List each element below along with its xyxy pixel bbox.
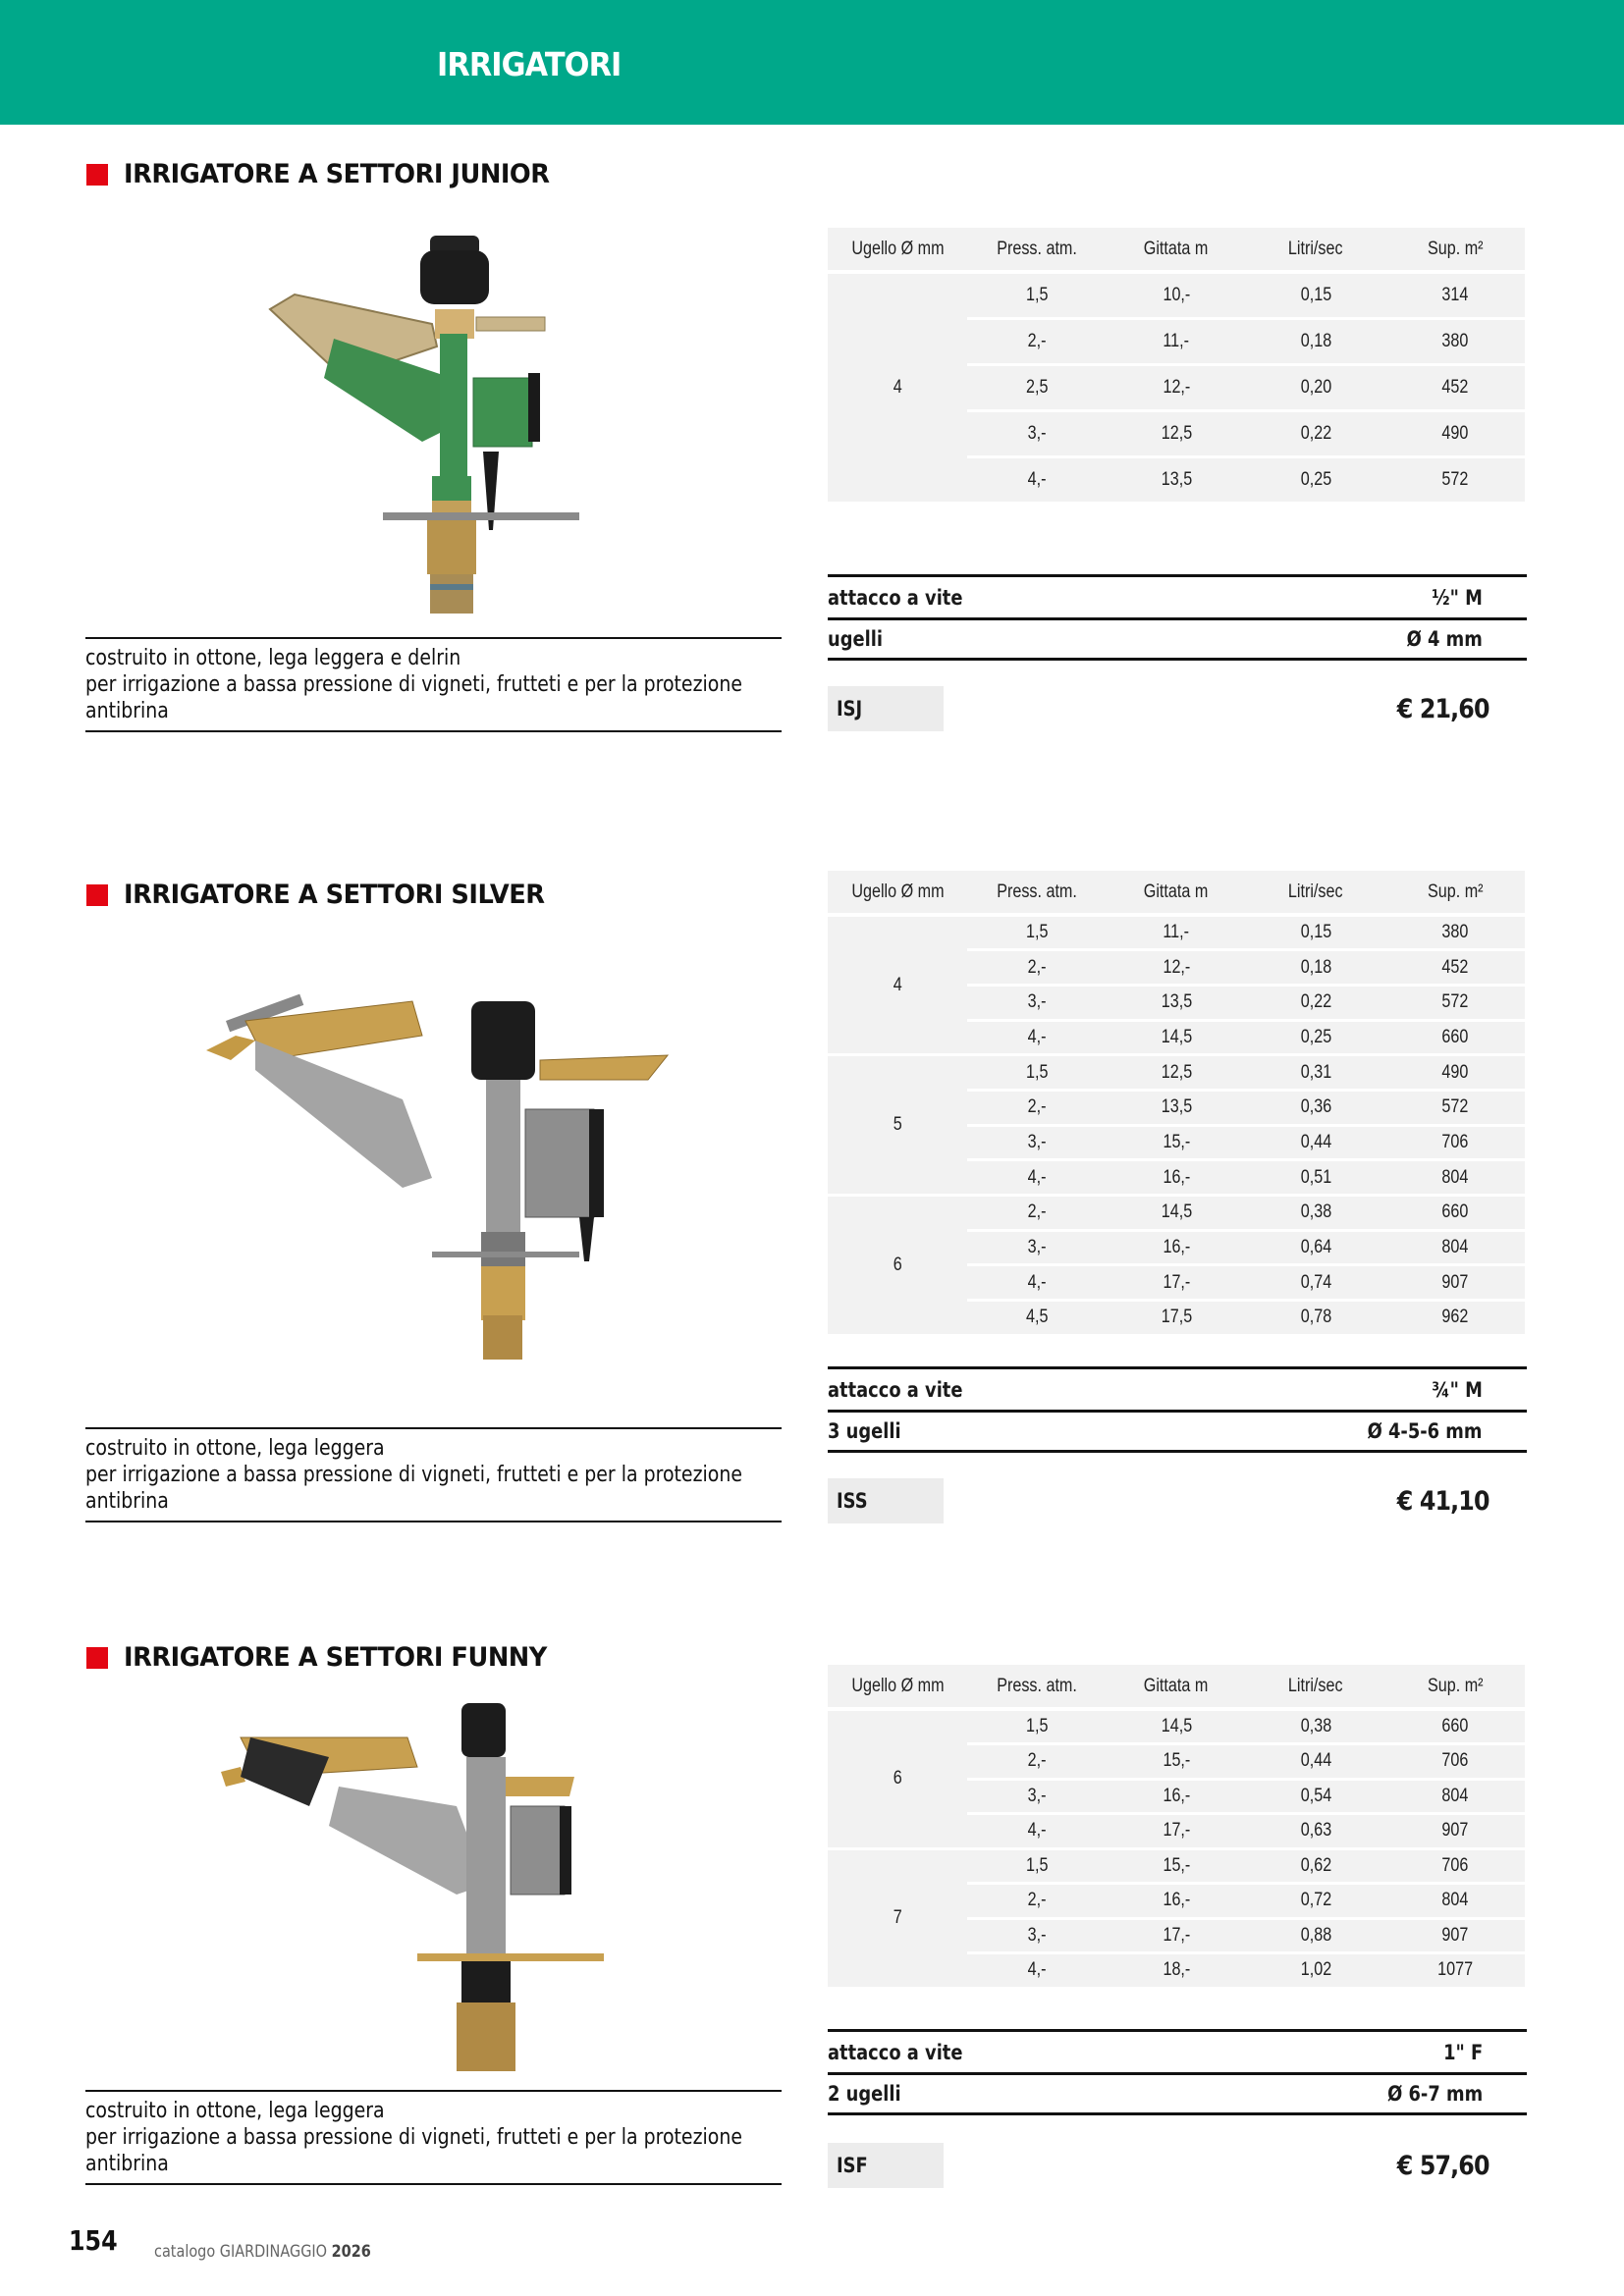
cell-litri: 0,54 <box>1246 1779 1385 1814</box>
cell-litri: 0,18 <box>1246 950 1385 986</box>
cell-litri: 0,63 <box>1246 1814 1385 1849</box>
product-price: € 41,10 <box>1397 1486 1489 1517</box>
cell-superficie: 660 <box>1385 1020 1525 1055</box>
cell-gittata: 13,5 <box>1107 985 1246 1020</box>
cell-superficie: 490 <box>1385 1055 1525 1091</box>
cell-pressione: 3,- <box>967 1779 1107 1814</box>
table-row <box>828 272 1525 318</box>
section-title <box>86 159 571 189</box>
cell-litri: 0,62 <box>1246 1848 1385 1884</box>
cell-litri: 0,38 <box>1246 1709 1385 1744</box>
product-image-funny <box>201 1698 614 2081</box>
cell-superficie: 572 <box>1385 456 1525 503</box>
red-square-icon <box>86 1647 108 1669</box>
col-header-superficie: Sup. m² <box>1385 871 1525 915</box>
product-code: ISF <box>828 2143 944 2188</box>
cell-pressione: 4,- <box>967 1814 1107 1849</box>
cell-superficie: 706 <box>1385 1848 1525 1884</box>
cell-litri: 0,36 <box>1246 1090 1385 1125</box>
cell-gittata: 14,5 <box>1107 1196 1246 1231</box>
cell-gittata: 15,- <box>1107 1125 1246 1160</box>
attribute-row-attacco: attacco a vite ½" M <box>828 574 1527 617</box>
cell-litri: 0,51 <box>1246 1160 1385 1196</box>
product-price: € 21,60 <box>1397 694 1489 724</box>
cell-gittata: 12,5 <box>1107 410 1246 456</box>
section-title-text: IRRIGATORE A SETTORI FUNNY <box>124 1642 547 1673</box>
cell-pressione: 3,- <box>967 1230 1107 1265</box>
attribute-row-ugelli: 3 ugelli Ø 4-5-6 mm <box>828 1410 1527 1453</box>
code-price-row-junior <box>828 686 1527 731</box>
ugello-cell: 4 <box>828 915 967 1055</box>
col-header-gittata: Gittata m <box>1107 871 1246 915</box>
section-title-text: IRRIGATORE A SETTORI JUNIOR <box>124 159 550 189</box>
cell-superficie: 660 <box>1385 1196 1525 1231</box>
code-price-row-silver <box>828 1478 1527 1523</box>
col-header-litri: Litri/sec <box>1246 1665 1385 1709</box>
col-header-pressione: Press. atm. <box>967 871 1107 915</box>
cell-pressione: 1,5 <box>967 1848 1107 1884</box>
cell-pressione: 4,- <box>967 1160 1107 1196</box>
cell-pressione: 4,5 <box>967 1301 1107 1336</box>
cell-pressione: 4,- <box>967 1953 1107 1989</box>
cell-gittata: 15,- <box>1107 1848 1246 1884</box>
cell-gittata: 16,- <box>1107 1160 1246 1196</box>
cell-litri: 0,88 <box>1246 1918 1385 1953</box>
cell-gittata: 15,- <box>1107 1744 1246 1780</box>
col-header-pressione: Press. atm. <box>967 1665 1107 1709</box>
cell-gittata: 12,5 <box>1107 1055 1246 1091</box>
col-header-ugello: Ugello Ø mm <box>828 871 967 915</box>
cell-litri: 0,22 <box>1246 985 1385 1020</box>
table-row <box>828 1709 1525 1744</box>
description-junior: costruito in ottone, lega leggera e delrin per irrigazione a bassa pressione di vigneti, frutteti e per la protezione antibrina <box>85 637 782 732</box>
section-title <box>86 880 567 910</box>
cell-litri: 0,31 <box>1246 1055 1385 1091</box>
col-header-superficie: Sup. m² <box>1385 228 1525 272</box>
cell-superficie: 452 <box>1385 950 1525 986</box>
cell-pressione: 2,- <box>967 1744 1107 1780</box>
cell-superficie: 490 <box>1385 410 1525 456</box>
cell-litri: 0,15 <box>1246 915 1385 950</box>
cell-pressione: 3,- <box>967 410 1107 456</box>
cell-superficie: 804 <box>1385 1779 1525 1814</box>
description-silver: costruito in ottone, lega leggera per irrigazione a bassa pressione di vigneti, frutteti e per la protezione antibrina <box>85 1427 782 1522</box>
cell-litri: 0,18 <box>1246 318 1385 364</box>
page-title: IRRIGATORI <box>437 45 622 83</box>
cell-gittata: 16,- <box>1107 1779 1246 1814</box>
cell-pressione: 4,- <box>967 456 1107 503</box>
cell-pressione: 3,- <box>967 985 1107 1020</box>
table-row <box>828 1055 1525 1091</box>
col-header-gittata: Gittata m <box>1107 228 1246 272</box>
attribute-row-ugelli: ugelli Ø 4 mm <box>828 617 1527 661</box>
cell-pressione: 2,- <box>967 1090 1107 1125</box>
attributes-silver <box>828 1366 1527 1453</box>
section-title <box>86 1642 569 1673</box>
header-band <box>0 0 1624 125</box>
spec-table-silver <box>828 871 1525 1337</box>
cell-gittata: 12,- <box>1107 950 1246 986</box>
cell-superficie: 907 <box>1385 1265 1525 1301</box>
cell-litri: 0,15 <box>1246 272 1385 318</box>
cell-gittata: 14,5 <box>1107 1020 1246 1055</box>
cell-pressione: 1,5 <box>967 1709 1107 1744</box>
cell-superficie: 380 <box>1385 915 1525 950</box>
cell-pressione: 4,- <box>967 1265 1107 1301</box>
col-header-ugello: Ugello Ø mm <box>828 1665 967 1709</box>
cell-litri: 0,20 <box>1246 364 1385 410</box>
cell-litri: 0,38 <box>1246 1196 1385 1231</box>
cell-pressione: 2,- <box>967 1196 1107 1231</box>
cell-pressione: 2,- <box>967 1884 1107 1919</box>
spec-table-junior <box>828 228 1525 505</box>
col-header-pressione: Press. atm. <box>967 228 1107 272</box>
cell-pressione: 1,5 <box>967 1055 1107 1091</box>
cell-litri: 0,64 <box>1246 1230 1385 1265</box>
attribute-row-attacco: attacco a vite 1" F <box>828 2029 1527 2072</box>
attribute-row-attacco: attacco a vite ¾" M <box>828 1366 1527 1410</box>
col-header-gittata: Gittata m <box>1107 1665 1246 1709</box>
cell-gittata: 13,5 <box>1107 456 1246 503</box>
cell-superficie: 804 <box>1385 1160 1525 1196</box>
page-number: 154 <box>69 2224 118 2257</box>
cell-pressione: 2,5 <box>967 364 1107 410</box>
cell-litri: 0,44 <box>1246 1125 1385 1160</box>
code-price-row-funny <box>828 2143 1527 2188</box>
cell-gittata: 12,- <box>1107 364 1246 410</box>
cell-gittata: 10,- <box>1107 272 1246 318</box>
cell-superficie: 572 <box>1385 1090 1525 1125</box>
red-square-icon <box>86 164 108 186</box>
cell-gittata: 17,- <box>1107 1265 1246 1301</box>
table-row <box>828 915 1525 950</box>
cell-superficie: 1077 <box>1385 1953 1525 1989</box>
cell-superficie: 314 <box>1385 272 1525 318</box>
cell-pressione: 2,- <box>967 318 1107 364</box>
cell-superficie: 706 <box>1385 1125 1525 1160</box>
cell-litri: 0,78 <box>1246 1301 1385 1336</box>
ugello-cell: 7 <box>828 1848 967 1988</box>
ugello-cell: 4 <box>828 272 967 503</box>
cell-gittata: 17,5 <box>1107 1301 1246 1336</box>
cell-superficie: 706 <box>1385 1744 1525 1780</box>
col-header-superficie: Sup. m² <box>1385 1665 1525 1709</box>
section-title-text: IRRIGATORE A SETTORI SILVER <box>124 880 545 910</box>
product-code: ISS <box>828 1478 944 1523</box>
table-row <box>828 1848 1525 1884</box>
col-header-litri: Litri/sec <box>1246 228 1385 272</box>
table-row <box>828 1196 1525 1231</box>
cell-superficie: 804 <box>1385 1884 1525 1919</box>
cell-gittata: 17,- <box>1107 1918 1246 1953</box>
product-price: € 57,60 <box>1397 2151 1489 2181</box>
attributes-funny <box>828 2029 1527 2115</box>
cell-pressione: 1,5 <box>967 915 1107 950</box>
cell-gittata: 14,5 <box>1107 1709 1246 1744</box>
cell-gittata: 16,- <box>1107 1884 1246 1919</box>
cell-pressione: 3,- <box>967 1918 1107 1953</box>
cell-superficie: 962 <box>1385 1301 1525 1336</box>
cell-gittata: 11,- <box>1107 915 1246 950</box>
col-header-ugello: Ugello Ø mm <box>828 228 967 272</box>
cell-gittata: 18,- <box>1107 1953 1246 1989</box>
cell-superficie: 380 <box>1385 318 1525 364</box>
cell-gittata: 13,5 <box>1107 1090 1246 1125</box>
cell-gittata: 11,- <box>1107 318 1246 364</box>
cell-pressione: 1,5 <box>967 272 1107 318</box>
cell-litri: 0,74 <box>1246 1265 1385 1301</box>
cell-superficie: 572 <box>1385 985 1525 1020</box>
cell-litri: 0,25 <box>1246 456 1385 503</box>
cell-litri: 0,25 <box>1246 1020 1385 1055</box>
attribute-row-ugelli: 2 ugelli Ø 6-7 mm <box>828 2072 1527 2115</box>
cell-gittata: 16,- <box>1107 1230 1246 1265</box>
product-image-junior <box>255 231 579 623</box>
cell-litri: 0,72 <box>1246 1884 1385 1919</box>
ugello-cell: 5 <box>828 1055 967 1196</box>
attributes-junior <box>828 574 1527 661</box>
description-funny: costruito in ottone, lega leggera per irrigazione a bassa pressione di vigneti, frutteti e per la protezione antibrina <box>85 2090 782 2185</box>
cell-superficie: 452 <box>1385 364 1525 410</box>
cell-litri: 0,44 <box>1246 1744 1385 1780</box>
cell-pressione: 4,- <box>967 1020 1107 1055</box>
ugello-cell: 6 <box>828 1196 967 1336</box>
cell-litri: 1,02 <box>1246 1953 1385 1989</box>
cell-superficie: 907 <box>1385 1814 1525 1849</box>
cell-litri: 0,22 <box>1246 410 1385 456</box>
cell-superficie: 804 <box>1385 1230 1525 1265</box>
product-image-silver <box>187 982 677 1364</box>
catalog-footer: catalogo GIARDINAGGIO 2026 <box>154 2242 371 2262</box>
spec-table-funny <box>828 1665 1525 1990</box>
cell-pressione: 2,- <box>967 950 1107 986</box>
ugello-cell: 6 <box>828 1709 967 1848</box>
product-code: ISJ <box>828 686 944 731</box>
cell-pressione: 3,- <box>967 1125 1107 1160</box>
cell-gittata: 17,- <box>1107 1814 1246 1849</box>
cell-superficie: 660 <box>1385 1709 1525 1744</box>
red-square-icon <box>86 884 108 906</box>
cell-superficie: 907 <box>1385 1918 1525 1953</box>
col-header-litri: Litri/sec <box>1246 871 1385 915</box>
